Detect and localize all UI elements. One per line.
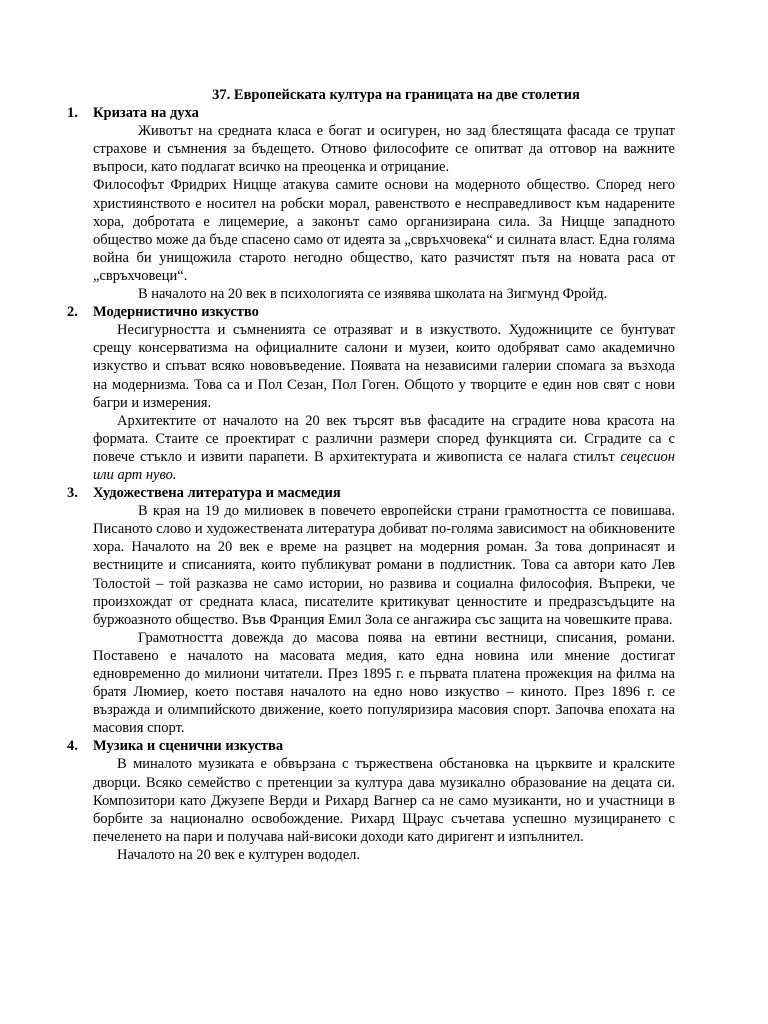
style-term: сецесион или арт нуво. xyxy=(93,448,675,483)
paragraph: Началото на 20 век е културен вододел. xyxy=(117,846,360,863)
paragraph: Животът на средната класа е богат и осигурен, но зад блестящата фасада се трупат страхове и съмнения за бъдещето. Отново философите се опитват да отговор на важните въпроси, като подлагат всичко на преоценка и отрицание. xyxy=(93,123,675,176)
section-4-heading xyxy=(67,737,675,755)
paragraph: Грамотността довежда до масова поява на евтини вестници, списания, романи. Поставено е началото на масовата медия, като една новина или мнение достигат едновременно до милиони читатели. През 1895 г. е първата платена прожекция на филма на братя Люмиер, което поставя началото на едно ново изкуство – киното. През 1896 г. се възражда и олимпийското движение, което популяризира масовия спорт. Започва епохата на масовия спорт. xyxy=(93,629,675,737)
section-2-heading xyxy=(67,303,675,321)
section-number: 2. xyxy=(67,304,78,321)
document-title: 37. Европейската култура на границата на две столетия xyxy=(212,87,580,103)
section-1-heading xyxy=(67,104,675,122)
section-number: 3. xyxy=(67,485,78,502)
section-title: Кризата на духа xyxy=(93,105,199,122)
paragraph: Несигурността и съмненията се отразяват и в изкуството. Художниците се бунтуват срещу консерватизма на официалните салони и музеи, които одобряват само академично изкуство и спъват всяко нововъведение. Появата на независими галерии спомага за възхода на модернизма. Това са и Пол Сезан, Пол Гоген. Общото у творците е един нов свят с нови багри и измерения. xyxy=(93,322,675,411)
section-title: Художествена литература и масмедия xyxy=(93,485,341,502)
paragraph: В началото на 20 век в психологията се изявява школата на Зигмунд Фройд. xyxy=(138,286,608,303)
section-title: Музика и сценични изкуства xyxy=(93,738,284,755)
section-3-heading xyxy=(67,484,675,502)
section-number: 1. xyxy=(67,105,78,122)
section-title: Модернистично изкуство xyxy=(93,304,259,321)
paragraph-text: Архитектите от началото на 20 век търсят във фасадите на сградите нова красота на формата. Стаите се проектират с различни размери според функцията си. Сградите са с повече стъкло и извити парапети. В архитектурата и живописта се налага стилът xyxy=(93,412,675,465)
paragraph: Философът Фридрих Ницще атакува самите основи на модерното общество. Според него християнството е носител на робски морал, равенството е несправедливост към надарените хора, добротата е лицемерие, а законът само организирана сила. За Ницще западното общество може да бъде спасено само от идеята за „свръхчовека“ и силната власт. Една голяма война би унищожила старото негодно общество, като разчистят пътя на новата раса от „свръхчовеци“. xyxy=(93,177,676,284)
paragraph: В края на 19 до милиовек в повечето европейски страни грамотността се повишава. Писаното слово и художествената литература добиват по-голяма зависимост на обикновените хора. Началото на 20 век е време на разцвет на модерния роман. За това допринасят и вестниците и списанията, които публикуват романи в подлистник. Това са автори като Лев Толостой – той разказва не само истории, но развива и социална философия. Въпреки, че произхождат от средната класа, писателите критикуват ценностите и предразсъдъците на буржоазното общество. Във Франция Емил Зола се ангажира със защита на човешките права. xyxy=(93,503,675,628)
paragraph xyxy=(93,412,675,484)
paragraph: В миналото музиката е обвързана с тържествена обстановка на църквите и кралските дворци. Всяко семейство с претенции за култура дава музикално образование на децата си. Композитори като Джузепе Верди и Рихард Вагнер са не само музиканти, но и участници в борбите за национално освобождение. Рихард Щраус съчетава успешно музицирането с печеленето на пари и получава най-високи доходи като диригент и изпълнител. xyxy=(93,756,675,845)
document-page xyxy=(67,86,676,864)
section-number: 4. xyxy=(67,738,78,755)
